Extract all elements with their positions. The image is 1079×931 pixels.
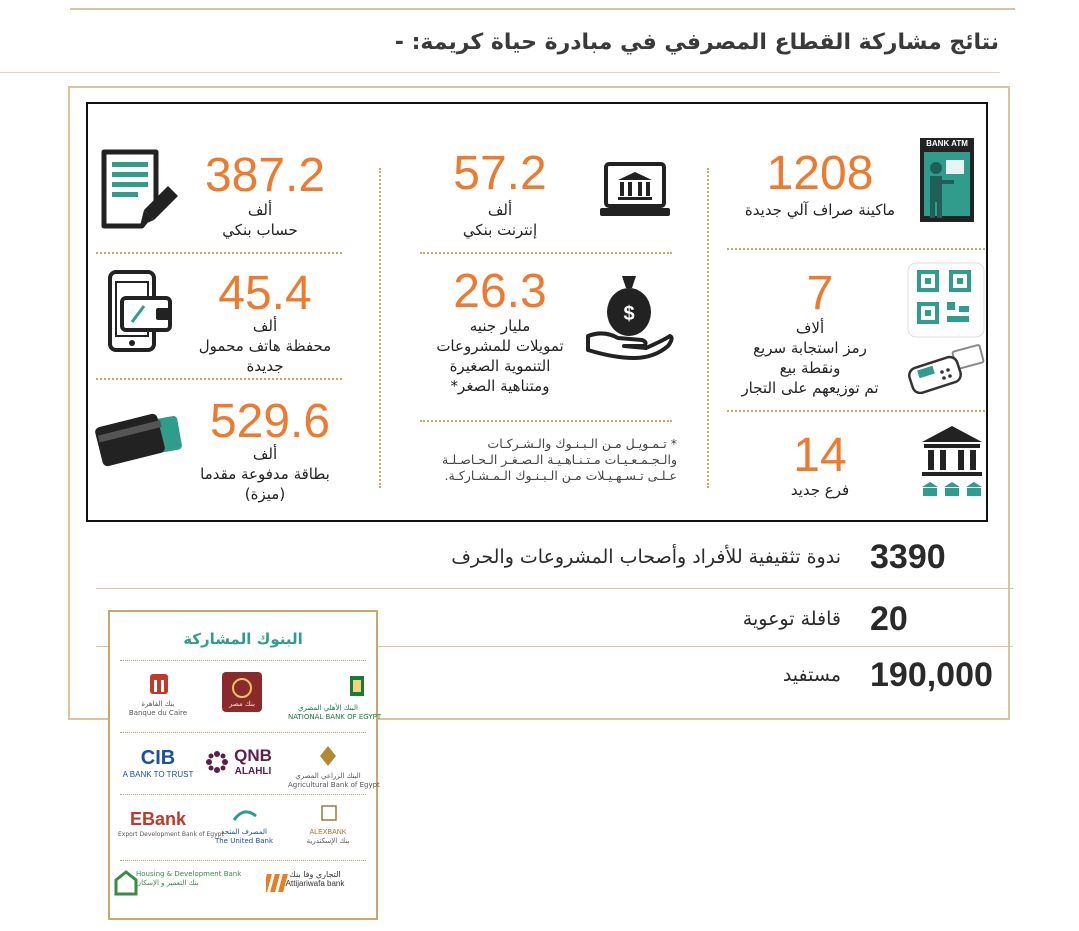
cards-icon <box>94 402 184 472</box>
logo-housing-development-bank <box>114 870 254 920</box>
internet-banking-count: 57.2 <box>453 147 547 200</box>
logo-text: البنك الأهلي المصري <box>298 704 358 712</box>
mobile-wallets-count: 45.4 <box>218 267 312 320</box>
msme-finance-label <box>400 316 600 396</box>
logo-subtext: بنك الإسكندرية <box>306 837 350 845</box>
beneficiaries-label: مستفيد <box>782 664 841 686</box>
logo-text: بنك القاهرة <box>141 700 175 708</box>
mobile-wallets-label-line: جديدة <box>246 357 284 375</box>
laptop-bank-icon <box>598 160 672 220</box>
logo-qnb <box>204 746 284 796</box>
document-pen-icon <box>98 148 182 232</box>
msme-finance-label-line: تمويلات للمشروعات <box>436 337 564 355</box>
caravans-label: قافلة توعوية <box>742 608 841 630</box>
prepaid-cards-count: 529.6 <box>209 395 331 448</box>
qr-label-line: رمز استجابة سريع <box>753 339 867 357</box>
banks-rule <box>120 860 366 861</box>
bank-accounts-label-line: حساب بنكي <box>222 221 298 239</box>
row-divider <box>420 420 672 422</box>
logo-banque-misr <box>202 670 282 720</box>
logo-subtext: بنك التعمير و الإسكان <box>136 879 199 887</box>
banks-rule <box>120 732 366 733</box>
internet-banking-label <box>430 200 570 240</box>
branch-label: فرع جديد <box>790 481 850 499</box>
logo-subtext: Banque du Caire <box>128 709 188 717</box>
msme-finance-label-line: التنموية الصغيرة <box>449 357 551 375</box>
mobile-wallet-icon <box>104 268 176 354</box>
column-divider <box>707 168 709 488</box>
msme-footnote <box>405 436 677 484</box>
footnote-line: * تـمـويـل مـن الـبـنـوك والـشـركـات <box>487 436 677 451</box>
logo-subtext: Export Development Bank of Egypt <box>118 831 224 838</box>
logo-text: EBank <box>129 809 187 829</box>
logo-banque-du-caire <box>118 672 198 722</box>
msme-finance-label-line: ومتناهية الصغر* <box>450 377 550 395</box>
atm-icon <box>918 136 976 224</box>
seminars-count: 3390 <box>870 538 946 576</box>
row-divider <box>420 252 672 254</box>
logo-text: التجاري وفا بنك <box>289 870 341 879</box>
row-divider <box>727 410 985 412</box>
banks-rule <box>120 794 366 795</box>
internet-banking-label-line: إنترنت بنكي <box>462 221 538 239</box>
mobile-wallets-unit: ألف <box>252 317 278 335</box>
internet-banking-unit: ألف <box>487 201 513 219</box>
bank-branches-icon <box>918 424 986 502</box>
logo-text: بنك مصر <box>229 700 255 708</box>
logo-subtext: NATIONAL BANK OF EGYPT <box>288 713 382 721</box>
row-divider <box>96 378 342 380</box>
logo-agricultural-bank <box>288 744 380 794</box>
row-divider <box>96 252 342 254</box>
logo-cib <box>118 746 198 796</box>
prepaid-cards-unit: ألف <box>252 445 278 463</box>
prepaid-cards-label-line: بطاقة مدفوعة مقدما <box>200 465 330 483</box>
mobile-wallets-label-line: محفظة هاتف محمول <box>198 337 332 355</box>
participating-banks <box>108 610 382 920</box>
banks-rule <box>120 660 366 661</box>
branch-count: 14 <box>793 429 847 482</box>
mobile-wallets-label <box>170 316 360 376</box>
seminars-label: ندوة تثقيفية للأفراد وأصحاب المشروعات والحرف <box>451 546 841 568</box>
row-divider <box>727 248 985 250</box>
bank-accounts-unit: ألف <box>247 201 273 219</box>
column-divider <box>379 168 381 488</box>
pos-terminal-icon <box>906 342 986 394</box>
logo-subtext: Agricultural Bank of Egypt <box>288 781 380 789</box>
logo-nbe <box>288 674 382 724</box>
bank-accounts-count: 387.2 <box>204 149 326 202</box>
logo-subtext: ALAHLI <box>234 766 272 777</box>
banks-title: البنوك المشاركة <box>183 630 303 648</box>
logo-subtext: The United Bank <box>214 837 274 845</box>
qr-count: 7 <box>806 267 834 320</box>
qr-pos-icon <box>907 262 985 338</box>
logo-ebank <box>118 808 224 858</box>
qr-unit: ألاف <box>795 319 825 337</box>
logo-text: البنك الزراعي المصري <box>295 772 361 780</box>
footnote-line: عـلـى تـسـهـيـلات مـن الـبـنـوك الـمـشـاركـة. <box>444 468 677 483</box>
msme-finance-amount: 26.3 <box>453 265 547 318</box>
page-title: نتائج مشاركة القطاع المصرفي في مبادرة حياة كريمة: - <box>394 30 999 55</box>
logo-attijariwafa <box>260 870 370 920</box>
prepaid-cards-label <box>175 444 355 504</box>
footnote-line: والـجـمـعـيـات مـتـنـاهـيـة الـصـغـر الـحـاصـلـة <box>442 452 677 467</box>
beneficiaries-count: 190,000 <box>870 656 993 694</box>
stat-rule <box>96 588 1013 589</box>
logo-text: ALEXBANK <box>309 829 347 836</box>
logo-text: CIB <box>140 747 176 769</box>
bank-accounts-label <box>180 200 340 240</box>
logo-text: المصرف المتحد <box>221 828 267 836</box>
logo-subtext: A BANK TO TRUST <box>122 770 194 779</box>
atm-sign: BANK ATM <box>926 139 968 148</box>
logo-text: Housing & Development Bank <box>136 870 242 878</box>
logo-alexbank <box>288 804 368 854</box>
atm-label: ماكينة صراف آلي جديدة <box>744 201 896 219</box>
qr-label-line: ونقطة بيع <box>779 359 841 377</box>
atm-count: 1208 <box>766 147 874 200</box>
title-rule <box>0 72 1000 73</box>
logo-text: QNB <box>234 746 272 765</box>
svg-text:$: $ <box>623 303 635 325</box>
prepaid-cards-label-line: (ميزة) <box>244 485 286 503</box>
msme-finance-unit: مليار جنيه <box>469 317 531 335</box>
caravans-count: 20 <box>870 600 908 638</box>
top-rule <box>70 0 1015 10</box>
logo-subtext: Attijariwafa bank <box>285 879 345 888</box>
qr-label <box>720 318 900 398</box>
qr-label-line: تم توزيعهم على التجار <box>741 379 879 397</box>
